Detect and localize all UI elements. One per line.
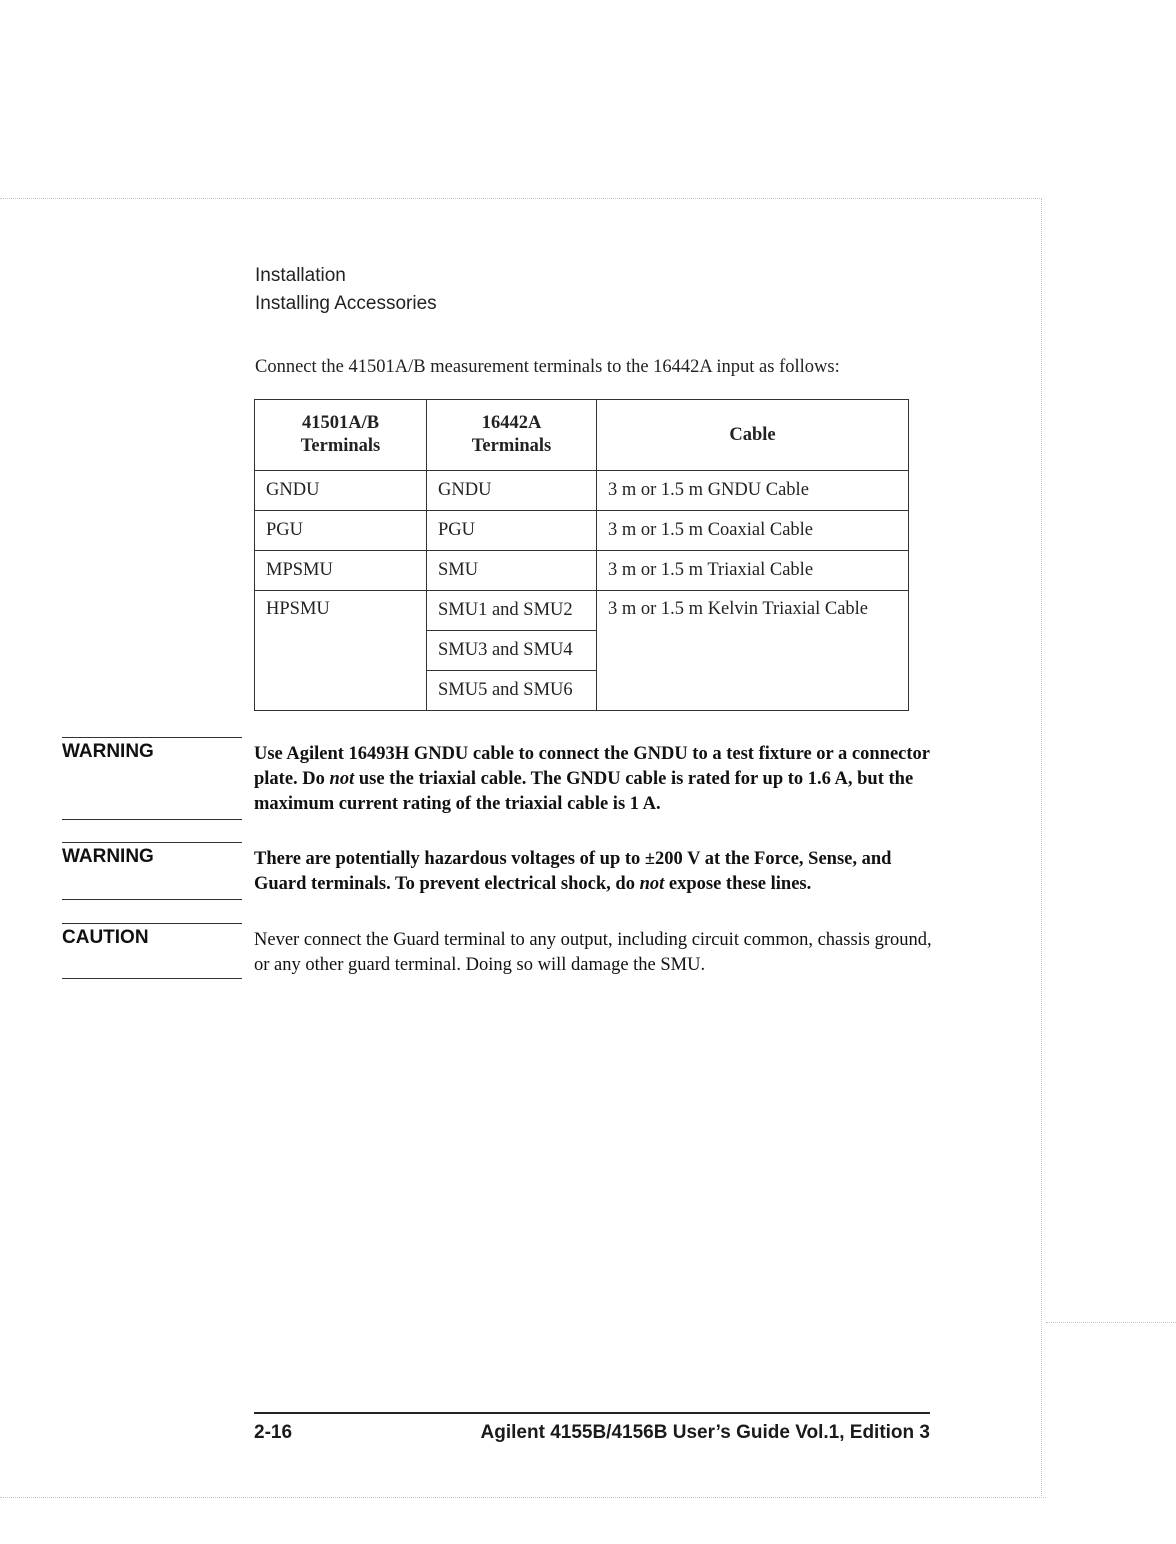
table-cell: 3 m or 1.5 m Triaxial Cable (597, 551, 909, 591)
table-cell: SMU5 and SMU6 (427, 671, 597, 711)
table-cell-hpsmu: HPSMU (255, 591, 427, 711)
scan-edge-stub (1046, 1322, 1176, 1323)
warning-text-gndu: Use Agilent 16493H GNDU cable to connect the GNDU to a test fixture or a connector plate. Do not use the triaxial cable. The GNDU cable is rated for up to 1.6 A, but the maximum current rating of the triaxial cable is 1 A. (254, 744, 930, 814)
warning-text-voltage: There are potentially hazardous voltages of up to ±200 V at the Force, Sense, and Guard terminals. To prevent electrical shock, do not expose these lines. (254, 849, 892, 894)
running-header (255, 262, 437, 318)
caution-rule-top (62, 923, 242, 924)
table-cell: SMU1 and SMU2 (427, 591, 597, 631)
caution-label: CAUTION (62, 927, 149, 948)
warning-rule-top (62, 737, 242, 738)
document-title: Agilent 4155B/4156B User’s Guide Vol.1, Edition 3 (480, 1422, 930, 1443)
warning-rule-bottom (62, 819, 242, 820)
table-cell: 3 m or 1.5 m Coaxial Cable (597, 511, 909, 551)
table-header-row (255, 400, 909, 471)
table-cell: SMU3 and SMU4 (427, 631, 597, 671)
header-chapter: Installation (255, 265, 346, 286)
scan-edge-bottom (0, 1497, 1046, 1498)
header-41501-terminals: 41501A/B Terminals (255, 400, 427, 471)
connection-table (254, 399, 909, 711)
header-section: Installing Accessories (255, 293, 437, 314)
page-number: 2-16 (254, 1422, 293, 1443)
table-cell: MPSMU (255, 551, 427, 591)
header-cable: Cable (597, 400, 909, 471)
caution-text: Never connect the Guard terminal to any output, including circuit common, chassis ground, or any other guard terminal. Doing so will damage the SMU. (254, 930, 932, 975)
table-cell-kelvin-cable: 3 m or 1.5 m Kelvin Triaxial Cable (597, 591, 909, 711)
table-cell: PGU (255, 511, 427, 551)
scan-edge-right (1041, 198, 1042, 1498)
warning-label: WARNING (62, 741, 154, 762)
header-16442-terminals: 16442A Terminals (427, 400, 597, 471)
table-cell: GNDU (255, 471, 427, 511)
warning-rule-top (62, 842, 242, 843)
intro-paragraph: Connect the 41501A/B measurement terminals to the 16442A input as follows: (255, 357, 840, 377)
caution-rule-bottom (62, 978, 242, 979)
table-cell: 3 m or 1.5 m GNDU Cable (597, 471, 909, 511)
table-cell: SMU (427, 551, 597, 591)
footer-rule (254, 1412, 930, 1414)
table-row (255, 471, 909, 511)
table-cell: GNDU (427, 471, 597, 511)
table-cell: PGU (427, 511, 597, 551)
table-row (255, 551, 909, 591)
table-row (255, 591, 909, 631)
warning-label: WARNING (62, 846, 154, 867)
table-row (255, 511, 909, 551)
warning-rule-bottom (62, 899, 242, 900)
scan-edge-top (0, 198, 1040, 199)
